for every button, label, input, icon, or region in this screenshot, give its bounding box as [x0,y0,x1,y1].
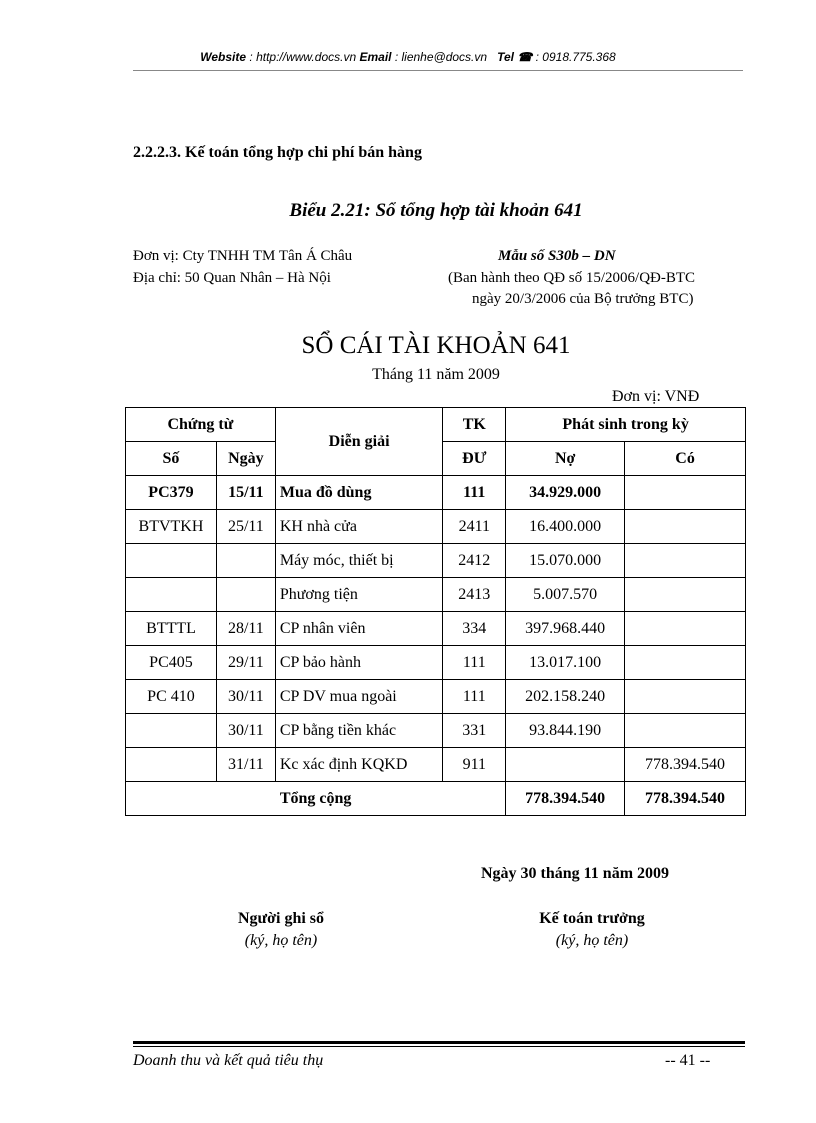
cell-debit: 93.844.190 [506,714,625,748]
footer-divider-thick [133,1041,745,1044]
cell-debit: 16.400.000 [506,510,625,544]
cell-debit: 15.070.000 [506,544,625,578]
cell-acc: 911 [443,748,506,782]
cell-acc: 111 [443,646,506,680]
cell-desc: CP bảo hành [275,646,443,680]
total-credit: 778.394.540 [625,782,746,816]
website-label: Website [200,50,247,64]
tel-label: Tel [497,50,514,64]
recorder-signature-block [181,910,381,950]
cell-desc: CP nhân viên [275,612,443,646]
cell-acc: 334 [443,612,506,646]
table-row [126,646,746,680]
cell-no: BTVTKH [126,510,217,544]
cell-credit [625,476,746,510]
cell-no: PC 410 [126,680,217,714]
email-value[interactable]: lienhe@docs.vn [401,50,488,64]
cell-desc: Kc xác định KQKD [275,748,443,782]
cell-credit [625,646,746,680]
table-row [126,476,746,510]
footer-divider-thin [133,1046,745,1047]
cell-no: PC379 [126,476,217,510]
chief-accountant-sign-note: (ký, họ tên) [555,932,629,949]
cell-desc: CP bằng tiền khác [275,714,443,748]
cell-debit [506,748,625,782]
table-row [126,544,746,578]
ledger-table [125,407,746,816]
cell-no: PC405 [126,646,217,680]
col-debit: Nợ [506,442,625,476]
cell-date: 15/11 [216,476,275,510]
company-address: Địa chỉ: 50 Quan Nhân – Hà Nội [133,270,331,286]
phone-icon: ☎ [517,50,533,64]
cell-credit [625,578,746,612]
cell-desc: Phương tiện [275,578,443,612]
cell-no [126,714,217,748]
cell-acc: 331 [443,714,506,748]
col-account-top: TK [443,408,506,442]
figure-title: Biểu 2.21: Sổ tổng hợp tài khoản 641 [289,200,583,221]
cell-credit [625,510,746,544]
table-row [126,510,746,544]
col-description: Diễn giải [275,408,443,476]
cell-date [216,544,275,578]
cell-credit [625,680,746,714]
form-issued-line1: (Ban hành theo QĐ số 15/2006/QĐ-BTC [448,270,696,286]
cell-credit [625,544,746,578]
total-debit: 778.394.540 [506,782,625,816]
ledger-period: Tháng 11 năm 2009 [372,366,500,383]
form-code: Mẫu số S30b – DN [498,248,616,264]
form-issued-line2: ngày 20/3/2006 của Bộ trưởng BTC) [472,291,694,307]
cell-debit: 5.007.570 [506,578,625,612]
cell-debit: 13.017.100 [506,646,625,680]
cell-acc: 2411 [443,510,506,544]
page-number: -- 41 -- [665,1052,711,1069]
cell-date: 31/11 [216,748,275,782]
col-number: Số [126,442,217,476]
cell-date: 28/11 [216,612,275,646]
cell-date [216,578,275,612]
cell-debit: 34.929.000 [506,476,625,510]
cell-acc: 2412 [443,544,506,578]
cell-no [126,544,217,578]
footer-chapter: Doanh thu và kết quả tiêu thụ [133,1052,324,1069]
email-label: Email [359,50,392,64]
cell-credit [625,714,746,748]
col-voucher: Chứng từ [126,408,276,442]
cell-no [126,748,217,782]
chief-accountant-title: Kế toán trưởng [539,910,645,927]
signing-date: Ngày 30 tháng 11 năm 2009 [481,865,670,882]
cell-acc: 2413 [443,578,506,612]
cell-desc: Máy móc, thiết bị [275,544,443,578]
recorder-sign-note: (ký, họ tên) [244,932,318,949]
cell-date: 30/11 [216,680,275,714]
email-sep: : [391,50,402,64]
cell-no [126,578,217,612]
website-url[interactable]: http://www.docs.vn [256,50,357,64]
page-header [0,50,816,64]
table-row [126,612,746,646]
col-credit: Có [625,442,746,476]
cell-acc: 111 [443,476,506,510]
table-row [126,680,746,714]
cell-desc: Mua đồ dùng [275,476,443,510]
cell-date: 25/11 [216,510,275,544]
cell-date: 29/11 [216,646,275,680]
currency-unit: Đơn vị: VNĐ [612,388,700,405]
company-unit: Đơn vị: Cty TNHH TM Tân Á Châu [133,248,353,264]
cell-date: 30/11 [216,714,275,748]
ledger-title: SỔ CÁI TÀI KHOẢN 641 [301,332,571,359]
cell-credit: 778.394.540 [625,748,746,782]
tel-value: : 0918.775.368 [532,50,616,64]
header-divider [133,70,743,71]
header-row-1 [126,408,746,442]
col-arising: Phát sinh trong kỳ [506,408,746,442]
website-sep: : [246,50,257,64]
total-row [126,782,746,816]
cell-no: BTTTL [126,612,217,646]
table-row [126,748,746,782]
cell-acc: 111 [443,680,506,714]
cell-credit [625,612,746,646]
chief-accountant-signature-block [492,910,692,950]
table-row [126,578,746,612]
col-date: Ngày [216,442,275,476]
section-title: 2.2.2.3. Kế toán tổng hợp chi phí bán hàng [133,144,422,161]
col-account-bottom: ĐƯ [443,442,506,476]
cell-desc: CP DV mua ngoài [275,680,443,714]
table-row [126,714,746,748]
cell-debit: 202.158.240 [506,680,625,714]
cell-debit: 397.968.440 [506,612,625,646]
cell-desc: KH nhà cửa [275,510,443,544]
recorder-title: Người ghi sổ [237,910,325,927]
total-label: Tổng cộng [126,782,506,816]
